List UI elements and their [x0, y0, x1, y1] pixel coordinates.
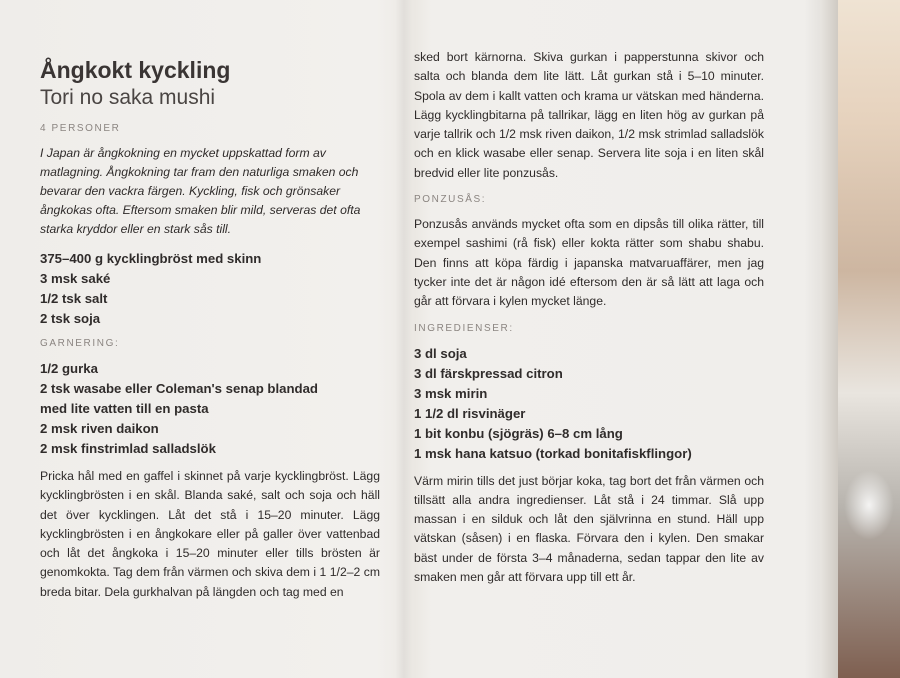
ingredient-item: 2 tsk soja — [40, 311, 101, 326]
garnish-label: GARNERING: — [40, 338, 120, 349]
ponzu-method: Värm mirin tills det just börjar koka, tag bort det från värmen och tillsätt alla andra ingredienser. Låt stå i 24 timmar. Slå upp massan i en silduk och låt den självrinna en stund. Häll upp vätskan (såsen) i en flaska. Förvara den i kylen. Den smakar bäst under de första 3–4 månaderna, sedan tappar den lite av smaken men går att förvara upp till ett år. — [414, 473, 764, 585]
ponzu-label: PONZUSÅS: — [414, 194, 487, 206]
left-column — [40, 56, 380, 612]
garnish-item: 2 msk riven daikon — [40, 421, 159, 436]
method-paragraph-continued: sked bort kärnorna. Skiva gurkan i papperstunna skivor och salta och blanda dem lite lätt. Låt gurkan stå i 5–10 minuter. Spola av dem i kallt vatten och krama ur vätskan med händerna. Lägg kycklingbitarna på tallrikar, lägg en liten hög av gurkan på varje tallrik och 1/2 msk riven daikon, 1/2 msk strimlad salladslök och en klick wasabe eller senap. Servera lite soja i en liten skål bredvid eller lite ponzusås. — [414, 50, 764, 180]
recipe-title: Ångkokt kyckling — [40, 57, 231, 83]
ponzu-ingredient-item: 3 dl soja — [414, 345, 467, 361]
garnish-item: 2 msk finstrimlad salladslök — [40, 441, 216, 456]
ponzu-description: Ponzusås används mycket ofta som en dipsås till olika rätter, till exempel sashimi (rå fisk) eller kokta rätter som shabu shabu. Den finns att köpa färdig i japanska matvaruaffärer, men jag tycker inte det är någon idé eftersom den är så lätt att laga och går att förvara i kylen mycket länge. — [414, 217, 764, 309]
right-column — [414, 48, 764, 597]
garnish-item: 2 tsk wasabe eller Coleman's senap blandad — [40, 381, 318, 396]
ingredient-item: 1/2 tsk salt — [40, 291, 108, 306]
ponzu-ingredient-list — [414, 344, 764, 464]
ponzu-ingredients-label: INGREDIENSER: — [414, 322, 514, 334]
ponzu-ingredient-item: 1 msk hana katsuo (torkad bonitafiskflingor) — [414, 445, 692, 461]
page-edge — [820, 0, 838, 678]
ingredient-item: 3 msk saké — [40, 271, 111, 286]
recipe-subtitle: Tori no saka mushi — [40, 86, 216, 109]
garnish-item: med lite vatten till en pasta — [40, 401, 209, 416]
ingredient-list — [40, 249, 380, 329]
light-glare — [844, 470, 894, 540]
garnish-list — [40, 359, 380, 459]
ingredient-item: 375–400 g kycklingbröst med skinn — [40, 251, 262, 266]
ponzu-ingredient-item: 1 bit konbu (sjögräs) 6–8 cm lång — [414, 425, 623, 441]
ponzu-ingredient-item: 3 msk mirin — [414, 385, 488, 401]
recipe-intro: I Japan är ångkokning en mycket uppskattad form av matlagning. Ångkokning tar fram den naturliga smaken och bevarar den vackra färgen. Kyckling, fisk och grönsaker ångkokas ofta. Eftersom smaken blir mild, serveras det ofta starka kryddor eller en stark sås till. — [40, 146, 361, 236]
method-paragraph: Pricka hål med en gaffel i skinnet på varje kycklingbröst. Lägg kycklingbrösten i en skål. Blanda saké, salt och soja och häll det över kycklingen. Låt det stå i 15–20 minuter. Lägg kycklingbrösten i en ångkokare eller på galler över vattenbad och låt det ångkoka i 15–20 minuter eller tills brösten är genomkokta. Tag dem från värmen och skiva dem i 1 1/2–2 cm breda bitar. Dela gurkhalvan på längden och tag med en — [40, 469, 380, 599]
servings-label: 4 PERSONER — [40, 123, 121, 134]
background-surface — [838, 0, 900, 678]
ponzu-ingredient-item: 3 dl färskpressad citron — [414, 365, 563, 381]
garnish-item: 1/2 gurka — [40, 361, 98, 376]
ponzu-ingredient-item: 1 1/2 dl risvinäger — [414, 405, 526, 421]
page-gutter — [395, 0, 413, 678]
